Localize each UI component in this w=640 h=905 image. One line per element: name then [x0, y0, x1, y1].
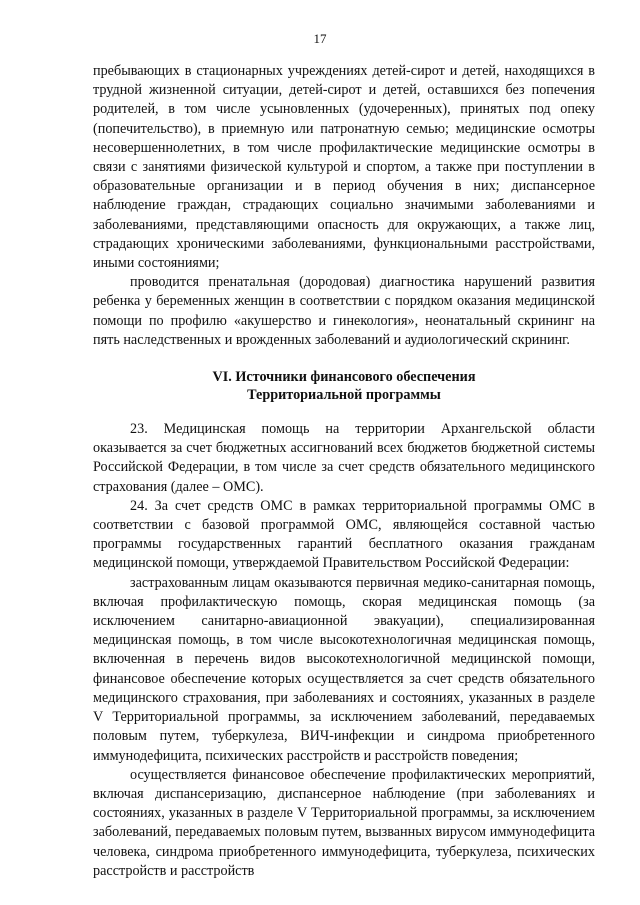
- paragraph-insured-persons: застрахованным лицам оказываются первичная медико-санитарная помощь, включая профилактическую помощь, скорая медицинская помощь (за исключением санитарно-авиационной эвакуации), специализированная медицинская помощь, в том числе высокотехнологичная медицинская помощь, включенная в перечень видов высокотехнологичной медицинской помощи, финансовое обеспечение которых осуществляется за счет средств обязательного медицинского страхования, при заболеваниях и состояниях, указанных в разделе V Территориальной программы, за исключением заболеваний, передаваемых половым путем, туберкулеза, ВИЧ-инфекции и синдрома приобретенного иммунодефицита, психических расстройств и расстройств поведения;: [93, 574, 595, 764]
- paragraph-preventive-financing: осуществляется финансовое обеспечение профилактических мероприятий, включая диспансеризацию, диспансерное наблюдение (при заболеваниях и состояниях, указанных в разделе V Территориальной программы, за исключением заболеваний, передаваемых половым путем, вызванных вирусом иммунодефицита человека, синдрома приобретенного иммунодефицита, туберкулеза, психических расстройств и расстройств: [93, 766, 595, 879]
- section-heading-line-1: VI. Источники финансового обеспечения: [212, 369, 476, 386]
- document-body: [93, 62, 595, 881]
- paragraph-item-23: 23. Медицинская помощь на территории Архангельской области оказывается за счет бюджетных ассигнований всех бюджетов бюджетной системы Российской Федерации, в том числе за счет средств обязательного медицинского страхования (далее – ОМС).: [93, 421, 595, 495]
- page-number: 17: [313, 31, 327, 46]
- paragraph-item-24: 24. За счет средств ОМС в рамках территориальной программы ОМС в соответствии с базовой программой ОМС, являющейся составной частью программы государственных гарантий бесплатного оказания гражданам медицинской помощи, утверждаемой Правительством Российской Федерации:: [93, 497, 595, 572]
- section-heading: [93, 368, 595, 404]
- paragraph-prenatal-diagnostics: проводится пренатальная (дородовая) диагностика нарушений развития ребенка у беременных женщин в соответствии с порядком оказания медицинской помощи по профилю «акушерство и гинекология», неонатальный скрининг на пять наследственных и врожденных заболеваний и аудиологический скрининг.: [93, 274, 595, 348]
- paragraph-continuation: пребывающих в стационарных учреждениях детей-сирот и детей, находящихся в трудной жизненной ситуации, детей-сирот и детей, оставшихся без попечения родителей, в том числе усыновленных (удочеренных), принятых под опеку (попечительство), в приемную или патронатную семью; медицинские осмотры несовершеннолетних, в том числе профилактические медицинские осмотры в связи с занятиями физической культурой и спортом, а также при поступлении в образовательные организации и в период обучения в них; диспансерное наблюдение граждан, страдающих социально значимыми заболеваниями и заболеваниями, представляющими опасность для окружающих, а также лиц, страдающих хроническими заболеваниями, функциональными расстройствами, иными состояниями;: [93, 63, 595, 272]
- section-heading-line-2: Территориальной программы: [247, 387, 441, 404]
